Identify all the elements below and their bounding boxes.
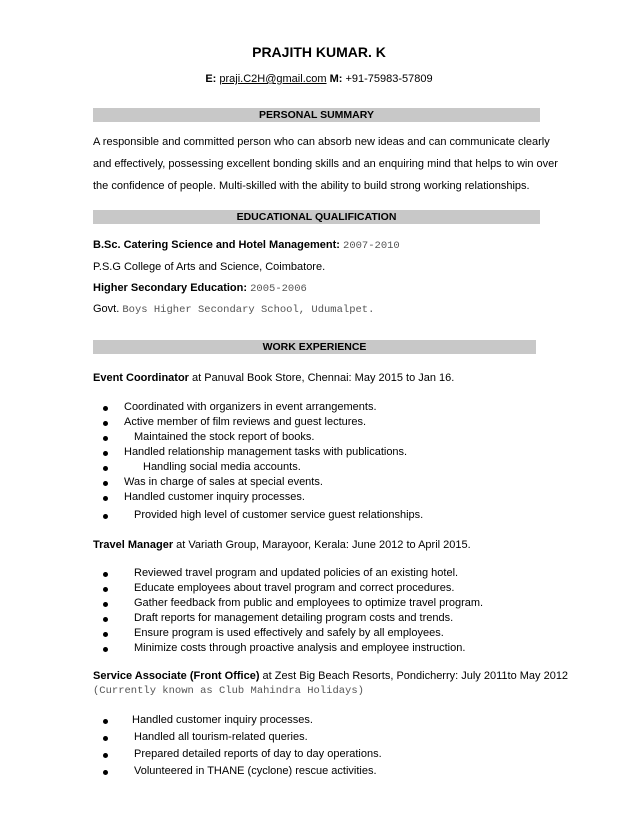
list-item: Handled customer inquiry processes.: [103, 714, 313, 726]
mobile-number: +91-75983-57809: [345, 73, 433, 85]
degree-title: B.Sc. Catering Science and Hotel Management:: [93, 239, 340, 251]
job-header: [93, 539, 471, 551]
list-item: Maintained the stock report of books.: [103, 431, 314, 443]
school-name: Boys Higher Secondary School, Udumalpet.: [122, 304, 375, 316]
job-title: Event Coordinator: [93, 372, 189, 384]
mobile-label: M:: [329, 73, 343, 85]
job-header: [93, 372, 454, 384]
job-title: Service Associate (Front Office): [93, 670, 260, 682]
hse-colon: :: [243, 282, 248, 294]
section-heading-work-experience: WORK EXPERIENCE: [93, 340, 536, 354]
section-heading-personal-summary: PERSONAL SUMMARY: [93, 108, 540, 122]
list-item: Reviewed travel program and updated policies of an existing hotel.: [103, 567, 458, 579]
list-item: Gather feedback from public and employees to optimize travel program.: [103, 597, 483, 609]
job-note: (Currently known as Club Mahindra Holidays): [93, 685, 364, 697]
list-item: Handled relationship management tasks with publications.: [103, 446, 407, 458]
job-detail: at Zest Big Beach Resorts, Pondicherry: July 2011to May 2012: [262, 670, 569, 682]
summary-line: and effectively, possessing excellent bonding skills and an enquiring mind that helps to win over: [93, 158, 558, 170]
list-item: Handling social media accounts.: [103, 461, 301, 473]
list-item: Handled customer inquiry processes.: [103, 491, 305, 503]
job-detail: at Panuval Book Store, Chennai: May 2015 to Jan 16.: [192, 372, 455, 384]
hse-years: 2005-2006: [250, 283, 307, 295]
hse-title: Higher Secondary Education: [93, 282, 244, 294]
hse-line: [93, 282, 307, 295]
job-title: Travel Manager: [93, 539, 174, 551]
summary-line: the confidence of people. Multi-skilled with the ability to build strong working relationships.: [93, 180, 530, 192]
school-prefix: Govt.: [93, 303, 120, 315]
degree-line: [93, 239, 400, 252]
school-line: [93, 303, 374, 316]
list-item: Provided high level of customer service guest relationships.: [103, 509, 423, 521]
degree-years: 2007-2010: [343, 240, 400, 252]
email-label: E:: [205, 73, 217, 85]
list-item: Handled all tourism-related queries.: [103, 731, 308, 743]
contact-line: [0, 73, 638, 85]
list-item: Coordinated with organizers in event arrangements.: [103, 401, 377, 413]
summary-line: A responsible and committed person who can absorb new ideas and can communicate clearly: [93, 136, 550, 148]
email-link[interactable]: praji.C2H@gmail.com: [219, 73, 327, 85]
resume-name: PRAJITH KUMAR. K: [252, 44, 386, 60]
section-heading-education: EDUCATIONAL QUALIFICATION: [93, 210, 540, 224]
list-item: Educate employees about travel program and correct procedures.: [103, 582, 454, 594]
list-item: Minimize costs through proactive analysis and employee instruction.: [103, 642, 465, 654]
degree-college: P.S.G College of Arts and Science, Coimbatore.: [93, 261, 326, 273]
list-item: Was in charge of sales at special events.: [103, 476, 323, 488]
job-header: [93, 670, 568, 682]
list-item: Volunteered in THANE (cyclone) rescue activities.: [103, 765, 377, 777]
job-detail: at Variath Group, Marayoor, Kerala: June 2012 to April 2015.: [176, 539, 471, 551]
list-item: Prepared detailed reports of day to day operations.: [103, 748, 382, 760]
list-item: Active member of film reviews and guest lectures.: [103, 416, 366, 428]
list-item: Draft reports for management detailing program costs and trends.: [103, 612, 453, 624]
list-item: Ensure program is used effectively and safely by all employees.: [103, 627, 444, 639]
